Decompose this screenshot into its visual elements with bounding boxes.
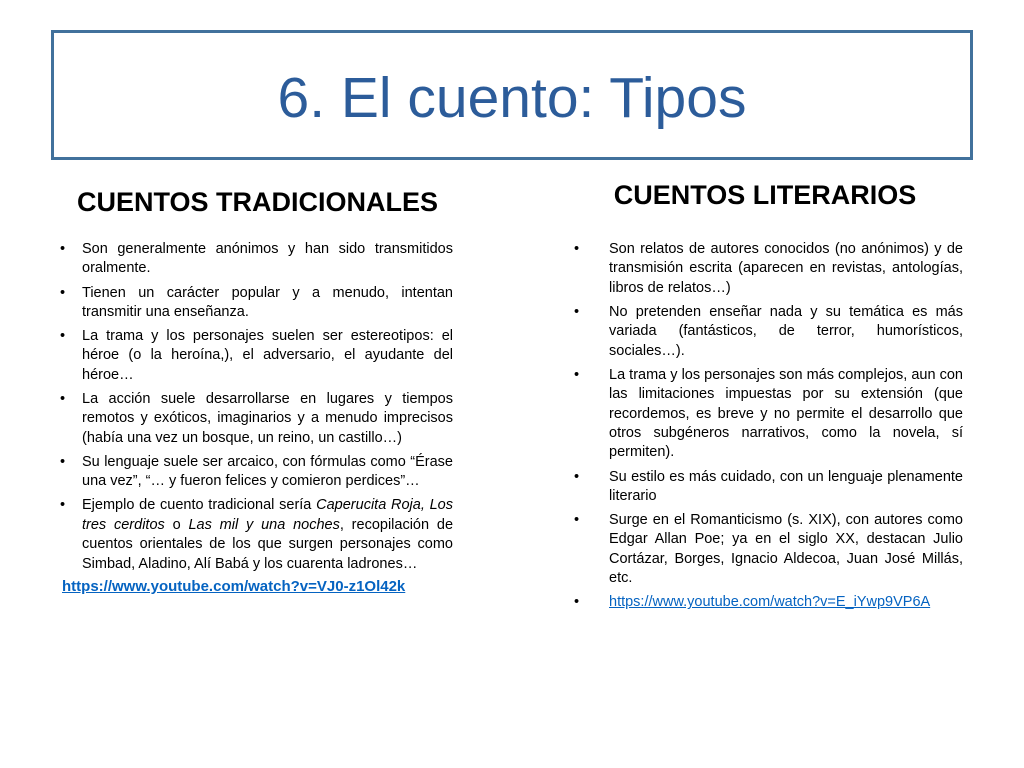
- bullet-text: La trama y los personajes son más complejos, aun con las limitaciones impuestas por su extensión (que recordemos, es breve y no permite el desarrollo que otros subgéneros narrativos, como la novela, sí permiten).: [609, 366, 963, 461]
- italic-title-text: Caperucita Roja, Los tres cerditos: [82, 497, 453, 533]
- bullet-item: [60, 240, 453, 279]
- bullet-item: [574, 511, 963, 589]
- bullet-text: Su lenguaje suele ser arcaico, con fórmulas como “Érase una vez”, “… y fueron felices y comieron perdices”…: [82, 453, 453, 490]
- bullet-item: [574, 303, 963, 361]
- bullet-item: [60, 284, 453, 323]
- bullet-text: Tienen un carácter popular y a menudo, intentan transmitir una enseñanza.: [82, 284, 453, 320]
- slide-title: 6. El cuento: Tipos: [277, 65, 747, 130]
- bullet-icon: •: [60, 390, 66, 407]
- bullet-item: [60, 327, 453, 385]
- column-literary: [574, 240, 963, 617]
- bullet-text: Son relatos de autores conocidos (no anónimos) y de transmisión escrita (aparecen en revistas, antologías, libros de relatos…): [609, 241, 963, 296]
- italic-title-text: Las mil y una noches: [188, 516, 340, 533]
- bullet-list-traditional: [60, 240, 453, 574]
- title-box: [51, 30, 973, 160]
- bullet-text: La acción suele desarrollarse en lugares y tiempos remotos y exóticos, imaginarios y a menudo imprecisos (había una vez un bosque, un reino, un castillo…): [82, 390, 453, 446]
- bullet-item: [60, 453, 453, 492]
- bullet-text: Ejemplo de cuento tradicional sería: [82, 497, 317, 514]
- bullet-text: La trama y los personajes suelen ser estereotipos: el héroe (o la heroína,), el adversario, el ayudante del héroe…: [82, 328, 453, 383]
- bullet-text: Su estilo es más cuidado, con un lenguaje plenamente literario: [609, 468, 963, 504]
- bullet-text: No pretenden enseñar nada y su temática es más variada (fantásticos, de terror, humorísticos, sociales…).: [609, 303, 963, 359]
- column-traditional: [60, 240, 453, 596]
- bullet-item: [574, 240, 963, 298]
- bullet-icon: •: [574, 241, 580, 257]
- column-heading-traditional: CUENTOS TRADICIONALES: [76, 187, 439, 217]
- bullet-item-example: [60, 496, 453, 574]
- bullet-icon: •: [574, 366, 580, 383]
- bullet-text: Surge en el Romanticismo (s. XIX), con autores como Edgar Allan Poe; ya en el siglo XX, destacan Julio Cortázar, Borges, Ignacio Aldecoa, Juan José Millás, etc.: [609, 512, 963, 587]
- column-heading-literary: CUENTOS LITERARIOS: [613, 180, 917, 210]
- bullet-icon: •: [574, 512, 580, 529]
- bullet-item: [574, 468, 963, 507]
- bullet-icon: •: [60, 453, 66, 470]
- bullet-item: [574, 366, 963, 463]
- bullet-text: , recopilación de cuentos orientales de los que surgen personajes como Simbad, Aladino, Alí Babá y los cuarenta ladrones…: [82, 516, 454, 572]
- bullet-icon: •: [60, 241, 66, 257]
- bullet-icon: •: [574, 594, 580, 611]
- bullet-list-literary: [574, 240, 963, 613]
- bullet-icon: •: [574, 303, 580, 320]
- bullet-text: Son generalmente anónimos y han sido transmitidos oralmente.: [82, 241, 453, 277]
- bullet-item-link: [574, 593, 963, 612]
- bullet-icon: •: [60, 284, 66, 301]
- bullet-text: o: [164, 516, 189, 533]
- youtube-link-traditional[interactable]: https://www.youtube.com/watch?v=VJ0-z1Ol42k: [62, 577, 406, 595]
- bullet-item: [60, 390, 453, 448]
- bullet-icon: •: [60, 328, 66, 344]
- bullet-icon: •: [574, 468, 580, 485]
- bullet-icon: •: [60, 497, 66, 514]
- youtube-link-literary[interactable]: https://www.youtube.com/watch?v=E_iYwp9VP6A: [609, 594, 931, 611]
